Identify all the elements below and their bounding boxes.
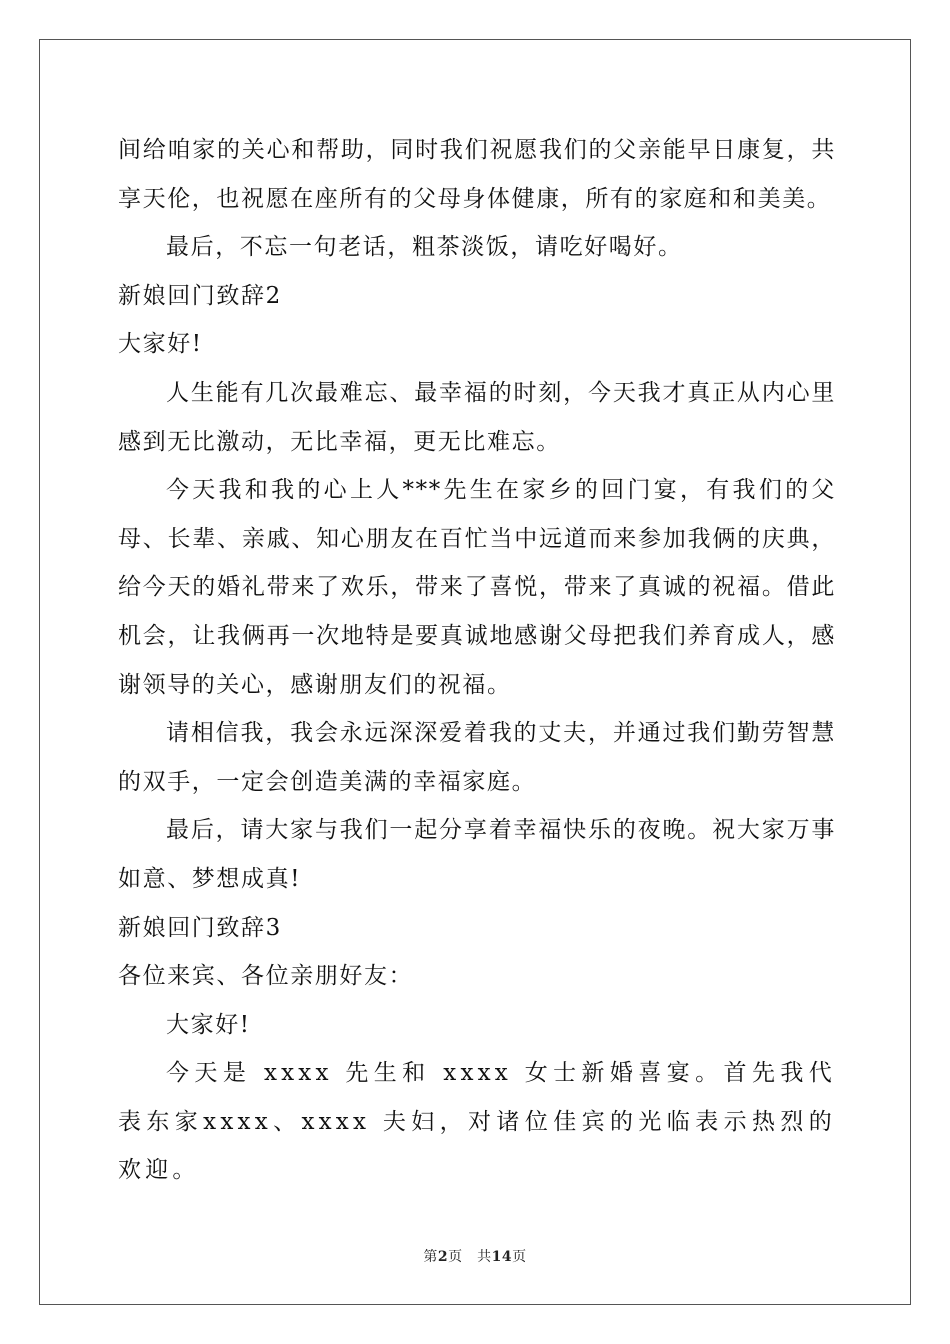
section-heading-3: 新娘回门致辞3 bbox=[118, 914, 282, 941]
salutation: 各位来宾、各位亲朋好友： bbox=[118, 963, 414, 990]
page-number-mid: 页 共 bbox=[448, 1249, 492, 1265]
section-heading-2: 新娘回门致辞2 bbox=[118, 282, 282, 309]
page-number-current: 2 bbox=[437, 1249, 449, 1265]
greeting-line: 大家好! bbox=[166, 1011, 251, 1038]
page-footer bbox=[0, 1246, 950, 1266]
page-number-total: 14 bbox=[491, 1249, 513, 1265]
paragraph-body: 请相信我，我会永远深深爱着我的丈夫，并通过我们勤劳智慧的双手，一定会创造美满的幸福家庭。 bbox=[118, 720, 836, 795]
paragraph-closing-remark: 最后，不忘一句老话，粗茶淡饭，请吃好喝好。 bbox=[166, 234, 683, 261]
salutation: 大家好! bbox=[118, 331, 203, 358]
paragraph-body: 今天我和我的心上人***先生在家乡的回门宴，有我们的父母、长辈、亲戚、知心朋友在百忙当中远道而来参加我俩的庆典，给今天的婚礼带来了欢乐，带来了喜悦，带来了真诚的祝福。借此机会，让我俩再一次地特是要真诚地感谢父母把我们养育成人，感谢领导的关心，感谢朋友们的祝福。 bbox=[118, 477, 836, 698]
page-number-suffix: 页 bbox=[512, 1249, 527, 1265]
paragraph-body: 人生能有几次最难忘、最幸福的时刻，今天我才真正从内心里感到无比激动，无比幸福，更无比难忘。 bbox=[118, 379, 836, 455]
paragraph-continuation: 间给咱家的关心和帮助，同时我们祝愿我们的父亲能早日康复，共享天伦，也祝愿在座所有的父母身体健康，所有的家庭和和美美。 bbox=[118, 137, 836, 212]
paragraph-body: 最后，请大家与我们一起分享着幸福快乐的夜晚。祝大家万事如意、梦想成真! bbox=[118, 817, 836, 892]
document-body bbox=[118, 126, 836, 1195]
paragraph-body: 今天是 xxxx 先生和 xxxx 女士新婚喜宴。首先我代表东家xxxx、xxxx 夫妇，对诸位佳宾的光临表示热烈的欢迎。 bbox=[118, 1060, 836, 1184]
page-number-prefix: 第 bbox=[423, 1249, 438, 1265]
